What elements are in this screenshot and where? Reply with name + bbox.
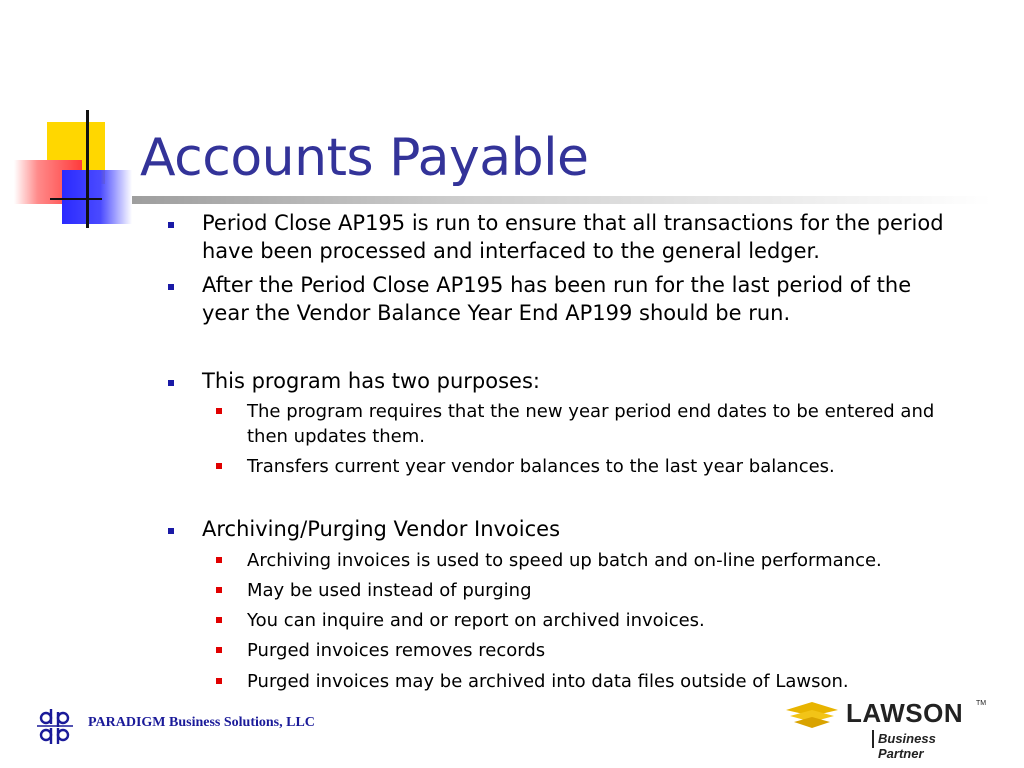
bullet-text: Period Close AP195 is run to ensure that all transactions for the period: [202, 211, 944, 235]
bullet-text: year the Vendor Balance Year End AP199 should be run.: [202, 301, 791, 325]
sub-bullet-text: Archiving invoices is used to speed up batch and on-line performance.: [247, 550, 882, 571]
bullet-marker: [168, 284, 174, 290]
bullet-marker: [168, 380, 174, 386]
lawson-logo: [784, 698, 987, 761]
company-name: PARADIGM Business Solutions, LLC: [88, 715, 315, 730]
title-underline: [132, 196, 992, 204]
business-partner-label: Business Partner: [878, 731, 936, 761]
sub-bullet-marker: [216, 408, 222, 414]
sub-bullet-text: You can inquire and or report on archived invoices.: [247, 610, 705, 631]
vertical-line: [86, 110, 89, 228]
sub-bullet-text: The program requires that the new year period end dates to be entered and: [247, 401, 935, 422]
trademark: TM: [976, 700, 987, 707]
partner-divider: [872, 730, 874, 748]
sub-bullet-text: May be used instead of purging: [247, 580, 532, 601]
sub-bullet-marker: [216, 463, 222, 469]
bullet-text: After the Period Close AP195 has been run for the last period of the: [202, 273, 912, 297]
bullet-marker: [168, 528, 174, 534]
blue-square: [62, 170, 132, 224]
bullet-text: Archiving/Purging Vendor Invoices: [202, 517, 561, 541]
sub-bullet-text: then updates them.: [247, 426, 425, 447]
bullet-marker: [168, 222, 174, 228]
sub-bullet-marker: [216, 647, 222, 653]
sub-bullet-text: Transfers current year vendor balances to the last year balances.: [247, 456, 835, 477]
bullet-text: This program has two purposes:: [202, 369, 540, 393]
sub-bullet-marker: [216, 557, 222, 563]
sub-bullet-text: Purged invoices removes records: [247, 640, 546, 661]
title-decoration: [0, 0, 140, 240]
paradigm-logo-icon: [34, 706, 76, 746]
sub-bullet-marker: [216, 678, 222, 684]
bullet-text: have been processed and interfaced to the general ledger.: [202, 239, 820, 263]
horizontal-line: [50, 198, 102, 200]
slide-title: Accounts Payable: [140, 128, 589, 188]
sub-bullet-text: Purged invoices may be archived into data files outside of Lawson.: [247, 671, 849, 692]
lawson-chevron-icon: [784, 700, 842, 730]
lawson-wordmark: LAWSON: [846, 698, 964, 728]
sub-bullet-marker: [216, 617, 222, 623]
sub-bullet-marker: [216, 587, 222, 593]
